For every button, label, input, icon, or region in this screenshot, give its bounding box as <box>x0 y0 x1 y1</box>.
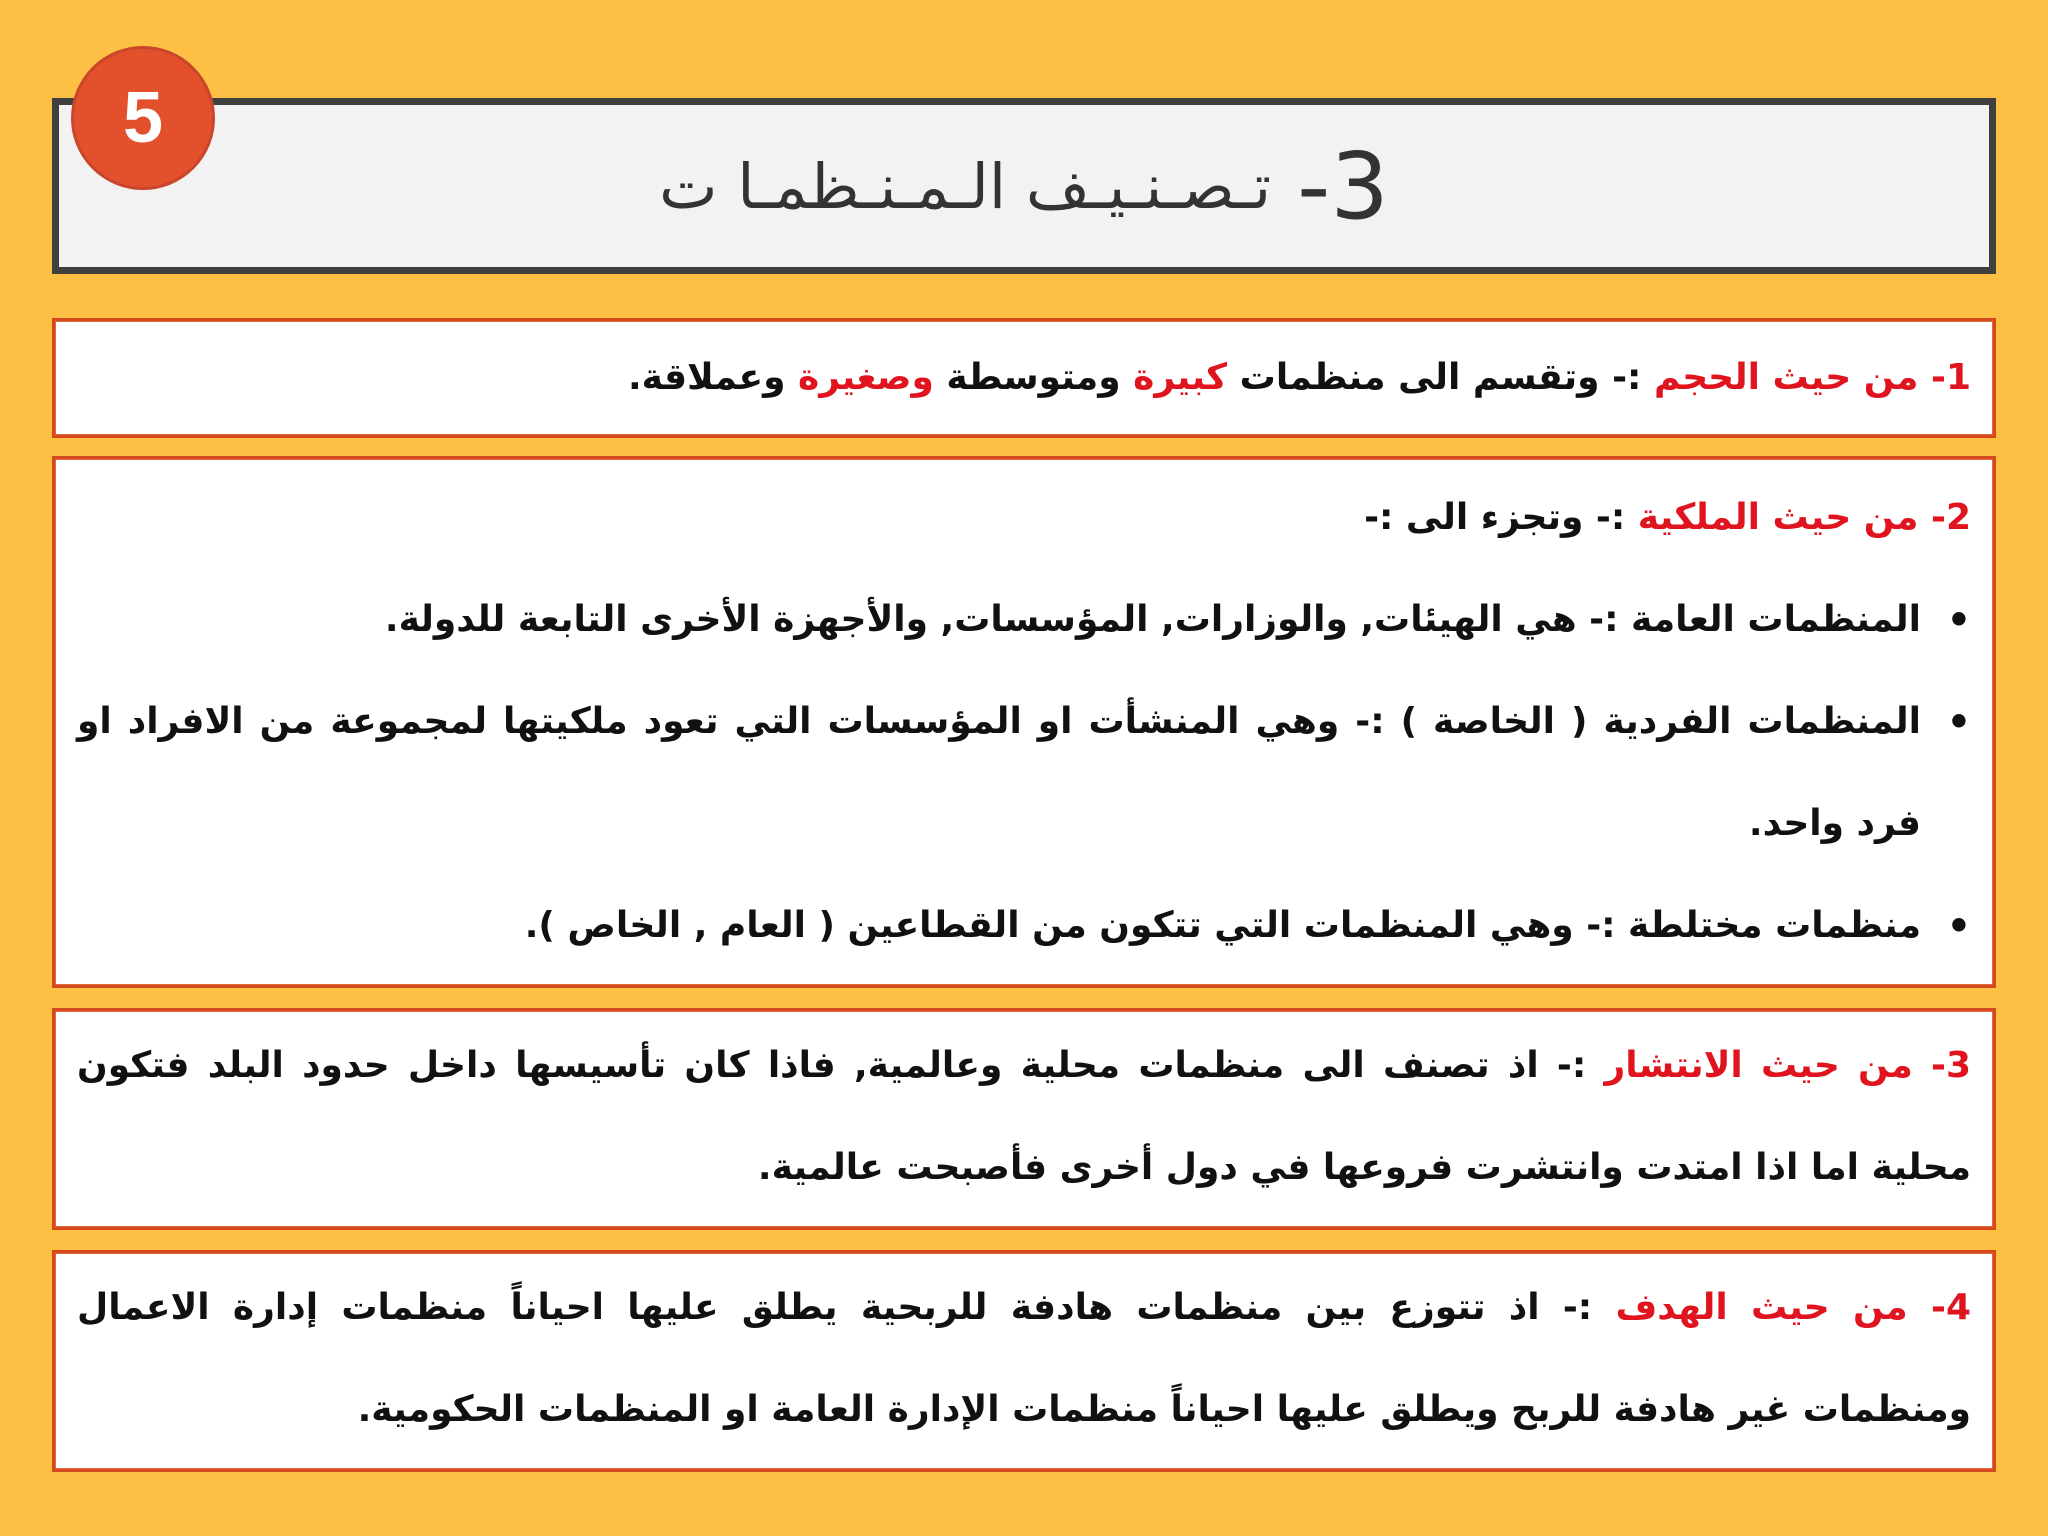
section-goal-text: :- اذ تتوزع بين منظمات هادفة للربحية يطلق عليها احياناً منظمات إدارة الاعمال ومنظمات غير هادفة للربح ويطلق عليها احياناً منظمات الإدارة العامة او المنظمات الحكومية. <box>77 1287 1971 1430</box>
section-goal-paragraph <box>77 1257 1971 1461</box>
slide-title <box>59 105 1989 267</box>
section-ownership-intro: :- وتجزء الى :- <box>1364 497 1638 538</box>
section-goal-label: 4- من حيث الهدف <box>1615 1287 1971 1328</box>
section-spread-paragraph <box>77 1015 1971 1219</box>
section-size-t1: وتقسم الى منظمات <box>1227 357 1600 398</box>
section-size-t2: ومتوسطة <box>933 357 1134 398</box>
list-item: • المنظمات العامة :- هي الهيئات, والوزارات, المؤسسات, والأجهزة الأخرى التابعة للدولة. <box>77 569 1921 671</box>
section-size-line <box>77 321 1971 435</box>
section-size-w2: وصغيرة <box>798 357 934 398</box>
section-size-sep: :- <box>1599 357 1654 398</box>
section-size <box>52 318 1996 438</box>
section-spread-text: :- اذ تصنف الى منظمات محلية وعالمية, فاذا كان تأسيسها داخل حدود البلد فتكون محلية اما اذا امتدت وانتشرت فروعها في دول أخرى فأصبحت عالمية. <box>77 1045 1971 1188</box>
section-size-label: 1- من حيث الحجم <box>1653 357 1971 398</box>
title-frame <box>52 98 1996 274</box>
slide-number-badge: 5 <box>71 46 215 190</box>
title-number: 3- <box>1297 132 1389 240</box>
section-ownership <box>52 456 1996 988</box>
section-goal <box>52 1250 1996 1472</box>
section-size-w1: كبيرة <box>1133 357 1228 398</box>
section-ownership-label: 2- من حيث الملكية <box>1637 497 1971 538</box>
ownership-bullet-list <box>77 569 1971 977</box>
title-text: تـصـنـيـف الـمـنـظمـا ت <box>659 149 1272 223</box>
section-spread <box>52 1008 1996 1230</box>
list-item: • المنظمات الفردية ( الخاصة ) :- وهي المنشأت او المؤسسات التي تعود ملكيتها لمجموعة من الافراد او فرد واحد. <box>77 671 1921 875</box>
section-spread-label: 3- من حيث الانتشار <box>1604 1045 1971 1086</box>
section-ownership-heading <box>77 467 1971 569</box>
list-item: • منظمات مختلطة :- وهي المنظمات التي تتكون من القطاعين ( العام , الخاص ). <box>77 875 1921 977</box>
section-size-t3: وعملاقة. <box>627 357 798 398</box>
